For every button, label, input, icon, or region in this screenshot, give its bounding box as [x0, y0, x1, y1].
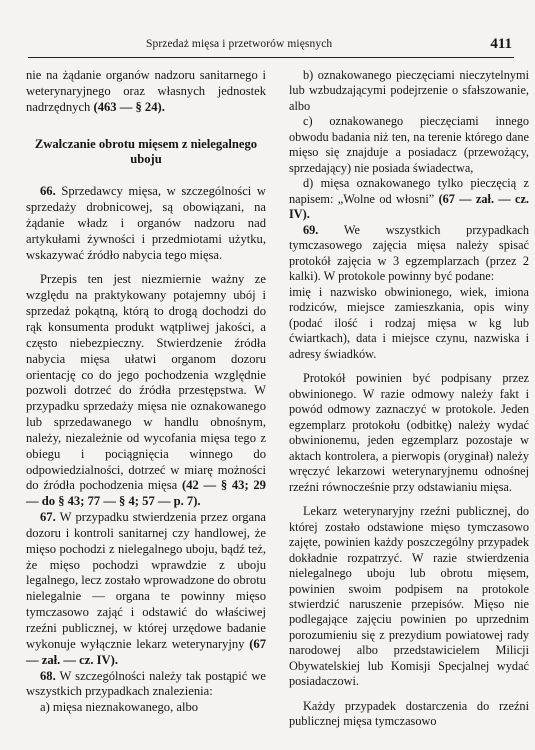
list-item: a) mięsa nieznakowanego, albo — [40, 700, 199, 715]
right-column — [289, 68, 529, 730]
list-item: b) oznakowanego pieczęciami nieczytelnymi lub wzbudzającymi podejrzenie o sfałszowanie, albo — [289, 68, 529, 113]
list-item: c) oznakowanego pieczęciami innego obwodu badania niż ten, na terenie którego dane mięso się znajduje a posiadacz (przewożący, sprzedający) nie posiada świadectwa, — [289, 114, 529, 175]
paragraph: Protokół powinien być podpisany przez obwinionego. W razie odmowy należy fakt i powód odmowy zaznaczyć w protokole. Jeden egzemplarz protokołu (odbitkę) należy wydać obwinionemu, jeden egzemplarz pozostaje w aktach kontrolera, a pierwopis (oryginał) należy wręczyć lekarzowi weterynaryjnemu odnośnej rzeźni równocześnie przy odstawianiu mięsa. — [289, 371, 529, 494]
page-number: 411 — [490, 36, 512, 52]
page-header — [28, 36, 512, 54]
paragraph: Lekarz weterynaryjny rzeźni publicznej, do której zostało odstawione mięso tymczasowo zajęte, powinien każdy poszczególny przypadek dokładnie rozpatrzyć. W razie stwierdzenia nielegalnego uboju lub obrotu mięsem, powinien swoim podpisem na protokole stwierdzić naruszenie przepisów. Mięso nie podlegające zajęciu powinien po uprzednim porozumieniu się z prezydium powiatowej rady narodowej albo przedstawicielem Milicji Obywatelskiej lub Komisji Specjalnej wydać posiadaczowi. — [289, 504, 529, 689]
list-item: d) mięsa oznakowanego tylko pieczęcią z napisem: „Wolne od włosni” (67 — zał. — cz. IV). — [289, 176, 529, 222]
paragraph: nie na żądanie organów nadzoru sanitarnego i weterynaryjnego oraz własnych jednostek nadrzędnych (463 — § 24). — [26, 68, 266, 114]
legal-reference: (67 — zał. — cz. IV). — [26, 636, 266, 667]
numbered-paragraph: 66. Sprzedawcy mięsa, w szczególności w sprzedaży drobnicowej, są obowiązani, na żądanie władz i organów nadzoru nad artykułami żywności i przedmiotami użytku, wskazywać źródło nabycia tego mięsa. — [26, 184, 266, 262]
paragraph: imię i nazwisko obwinionego, wiek, imiona rodziców, miejsce zamieszkania, opis winy (podać ilość i rodzaj mięsa w kg lub ćwiartkach), data i miejsce czynu, nazwiska i adresy świadków. — [289, 284, 529, 361]
legal-reference: (67 — zał. — cz. IV). — [289, 191, 529, 222]
paragraph-number: 66. — [40, 184, 56, 199]
left-column — [26, 68, 266, 716]
numbered-paragraph: 67. W przypadku stwierdzenia przez organa dozoru i kontroli sanitarnej czy handlowej, że mięso pochodzi z nielegalnego uboju, bądź też, że mięso pochodzi wprawdzie z uboju legalnego, lecz zostało wprowadzone do obrotu nielegalnie — organa te powinny mięso tymczasowo zająć i odstawić do właściwej rzeźni publicznej, w której urzędowe badanie wykonuje wyłącznie lekarz weterynaryjny (67 — zał. — cz. IV). — [26, 510, 267, 667]
running-head-title: Sprzedaż mięsa i przetworów mięsnych — [146, 38, 333, 50]
paragraph-number: 67. — [40, 510, 56, 525]
numbered-paragraph: 68. W szczególności należy tak postąpić we wszystkich przypadkach znalezienia: — [26, 668, 267, 699]
paragraph-number: 69. — [303, 222, 319, 237]
paragraph: Każdy przypadek dostarczenia do rzeźni publicznej mięsa tymczasowo — [289, 698, 529, 729]
header-rule — [28, 57, 514, 58]
section-heading: Zwalczanie obrotu mięsem z nielegalnego uboju — [34, 136, 258, 167]
legal-reference: (463 — § 24). — [93, 99, 165, 114]
legal-reference: (42 — § 43; 29 — do § 43; 77 — § 4; 57 — p. 7). — [26, 478, 266, 509]
paragraph: Przepis ten jest niezmiernie ważny ze względu na praktykowany potajemny ubój i sprzedaż pokątną, którą to drogą dochodzi do rąk konsumenta produkt wątpliwej jakości, a często niebezpieczny. Stwierdzenie źródła nabycia mięsa ułatwi organom dozoru orientację co do jego pochodzenia względnie pozwoli dotrzeć do źródła przestępstwa. W przypadku sprzedaży mięsa nie oznakowanego lub sprzedawanego w handlu obnośnym, należy, niezależnie od wycofania mięsa tego z obiegu i pociągnięcia winnego do odpowiedzialności, dotrzeć w miarę możności do źródła pochodzenia mięsa (42 — § 43; 29 — do § 43; 77 — § 4; 57 — p. 7). — [26, 272, 266, 509]
paragraph-number: 68. — [40, 668, 56, 683]
numbered-paragraph: 69. We wszystkich przypadkach tymczasowego zajęcia mięsa należy spisać protokół zajęcia w 3 egzemplarzach (przez 2 kalki). W protokole powinny być podane: — [289, 222, 529, 284]
